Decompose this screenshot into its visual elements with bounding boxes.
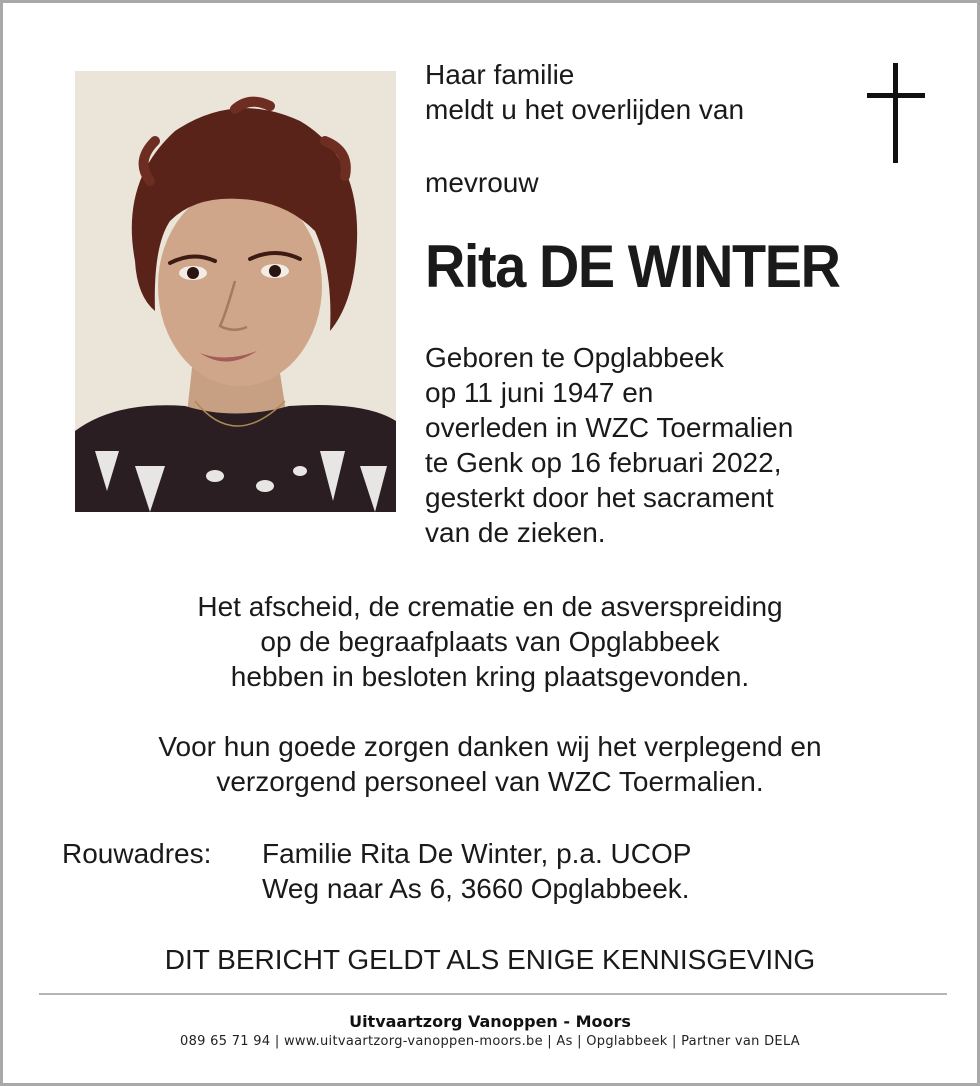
deceased-name: Rita DE WINTER [425,233,840,300]
bio-line: Geboren te Opglabbeek [425,342,724,373]
bio-line: gesterkt door het sacrament [425,482,774,513]
cross-icon [867,63,925,163]
biography-text [425,340,793,550]
portrait-illustration [75,71,396,512]
intro-line: Haar familie [425,59,575,90]
address-line: Weg naar As 6, 3660 Opglabbeek. [262,873,690,904]
address-line: Familie Rita De Winter, p.a. UCOP [262,838,692,869]
address-label: Rouwadres: [62,838,212,869]
bio-line: overleden in WZC Toermalien [425,412,794,443]
bio-line: te Genk op 16 februari 2022, [425,447,782,478]
thanks-line: verzorgend personeel van WZC Toermalien. [216,766,764,797]
notice-text: DIT BERICHT GELDT ALS ENIGE KENNISGEVING [164,944,816,975]
thanks-text [3,729,977,799]
intro-text [425,57,744,127]
funeral-company-contact: 089 65 71 94 | www.uitvaartzorg-vanoppen-moors.be | As | Opglabbeek | Partner van DELA [180,1034,800,1049]
portrait-photo [75,71,396,512]
ceremony-text [3,589,977,694]
ceremony-line: op de begraafplaats van Opglabbeek [260,626,720,657]
funeral-company-name: Uitvaartzorg Vanoppen - Moors [349,1012,631,1031]
intro-line: meldt u het overlijden van [425,94,745,125]
bio-line: op 11 juni 1947 en [425,377,654,408]
thanks-line: Voor hun goede zorgen danken wij het verplegend en [158,731,822,762]
ceremony-line: Het afscheid, de crematie en de asverspreiding [197,591,783,622]
footer-divider [39,993,947,995]
mourning-address [262,836,691,906]
bio-line: van de zieken. [425,517,606,548]
honorific: mevrouw [425,167,539,198]
ceremony-line: hebben in besloten kring plaatsgevonden. [230,661,750,692]
